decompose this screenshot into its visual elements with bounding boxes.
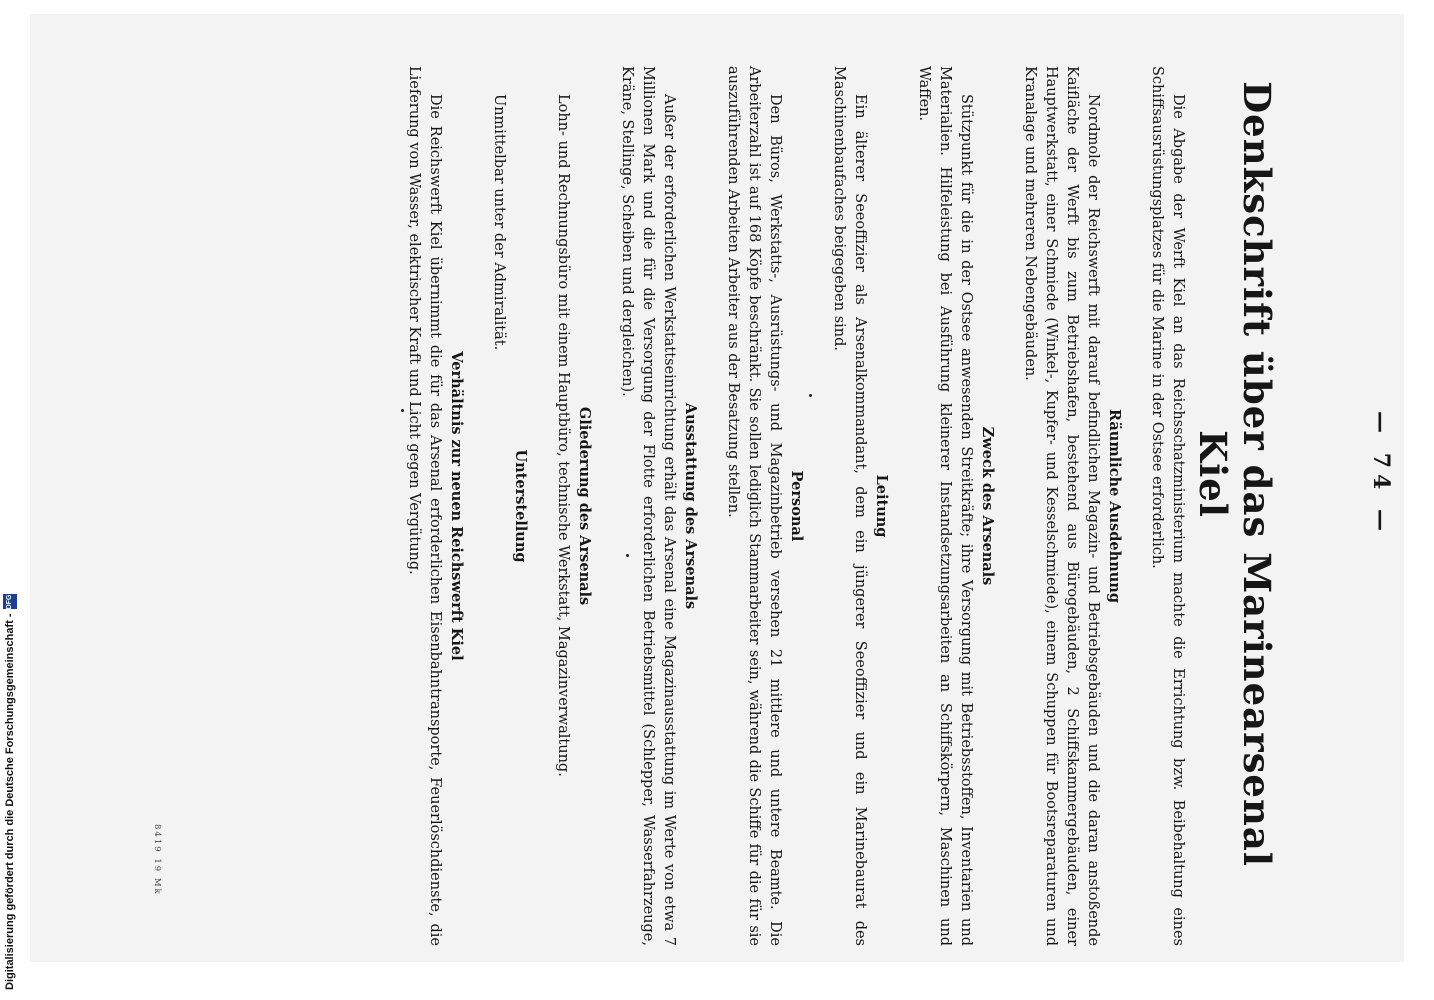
page-number: — 74 — (1368, 411, 1394, 537)
section-heading: Räumliche Ausdehnung (1106, 409, 1123, 603)
document-title: Denkschrift über das Marinearsenal Kiel (1191, 81, 1279, 867)
section-text: Die Reichswerft Kiel übernimmt die für das Arsenal erforderlichen Eisenbahntransporte, Feuerlöschdienste, die Lieferung von Wasser, elektrischer Kraft und Licht gegen Vergütung. (406, 66, 443, 946)
section-heading: Unterstellung (512, 449, 529, 563)
section-text: Außer der erforderlichen Werkstattseinrichtung erhält das Arsenal eine Magazinausstattung im Werte von etwa 7 Millionen Mark und die für die Versorgung der Flotte erforderlichen Betriebsmittel (Schlepper, Wasserfahrzeuge, Kräne, Stellinge, Scheiben und dergleichen). (619, 66, 677, 946)
section-text: Unmittelbar unter der Admiralität. (491, 94, 507, 351)
speck-mark (626, 554, 629, 557)
document-body (382, 66, 1188, 946)
section-heading: Ausstattung des Arsenals (682, 402, 699, 610)
section-heading: Verhältnis zur neuen Reichswerft Kiel (448, 351, 465, 661)
speck-mark (809, 394, 812, 397)
dfg-logo-icon: DFG (3, 594, 17, 609)
section-text: Ein älterer Seeoffizier als Arsenalkommandant, dem ein jüngerer Seeoffizier und ein Marinebaurat des Maschinenbaufaches beigegeben sind. (831, 66, 868, 946)
credit-text: Digitalisierung gefördert durch die Deutsche Forschungsgemeinschaft - (4, 613, 16, 990)
section-heading: Personal (788, 470, 805, 542)
section-text: Nordmole der Reichswerft mit darauf befindlichen Magazin- und Betriebsgebäuden und die daran anstoßende Kaifläche der Werft bis zum Betriebshafen, bestehend aus Bürogebäuden, 2 Schiffskammergebäuden, einer Hauptwerkstatt, einer Schmiede (Winkel-, Kupfer- und Kesselschmiede), einem Schuppen für Bootsreparaturen und Kranalage und mehreren Nebengebäuden. (1022, 66, 1101, 946)
section-text: Lohn- und Rechnungsbüro mit einem Hauptbüro, technische Werkstatt, Magazinverwaltung. (555, 94, 571, 777)
intro-paragraph: Die Abgabe der Werft Kiel an das Reichsschatzministerium machte die Errichtung bzw. Beibehaltung eines Schiffsausrüstungsplatzes für die Marine in der Ostsee erforderlich. (1149, 66, 1186, 946)
section-heading: Gliederung des Arsenals (576, 406, 593, 606)
section-text: Den Büros, Werkstatts-, Ausrüstungs- und Magazinbetrieb versehen 21 mittlere und untere Beamte. Die Arbeiterzahl ist auf 168 Köpfe beschränkt. Sie sollen lediglich Stammarbeiter sein, während die Schiffe für die für sie auszuführenden Arbeiten Arbeiter aus der Besatzung stellen. (725, 66, 783, 946)
section-heading: Leitung (873, 474, 890, 538)
speck-mark (401, 409, 404, 412)
document-page (30, 14, 1404, 946)
section-heading: Zweck des Arsenals (979, 426, 996, 586)
section-text: Stützpunkt für die in der Ostsee anwesenden Streitkräfte; ihre Versorgung mit Betriebsstoffen, Inventarien und Materialien. Hilfeleistung bei Ausführung kleinerer Instandsetzungsarbeiten an Schiffskörpern, Maschinen und Waffen. (916, 66, 974, 946)
digitization-credit (0, 590, 20, 990)
footer-stamp: 8419 19 Mk (152, 824, 162, 896)
